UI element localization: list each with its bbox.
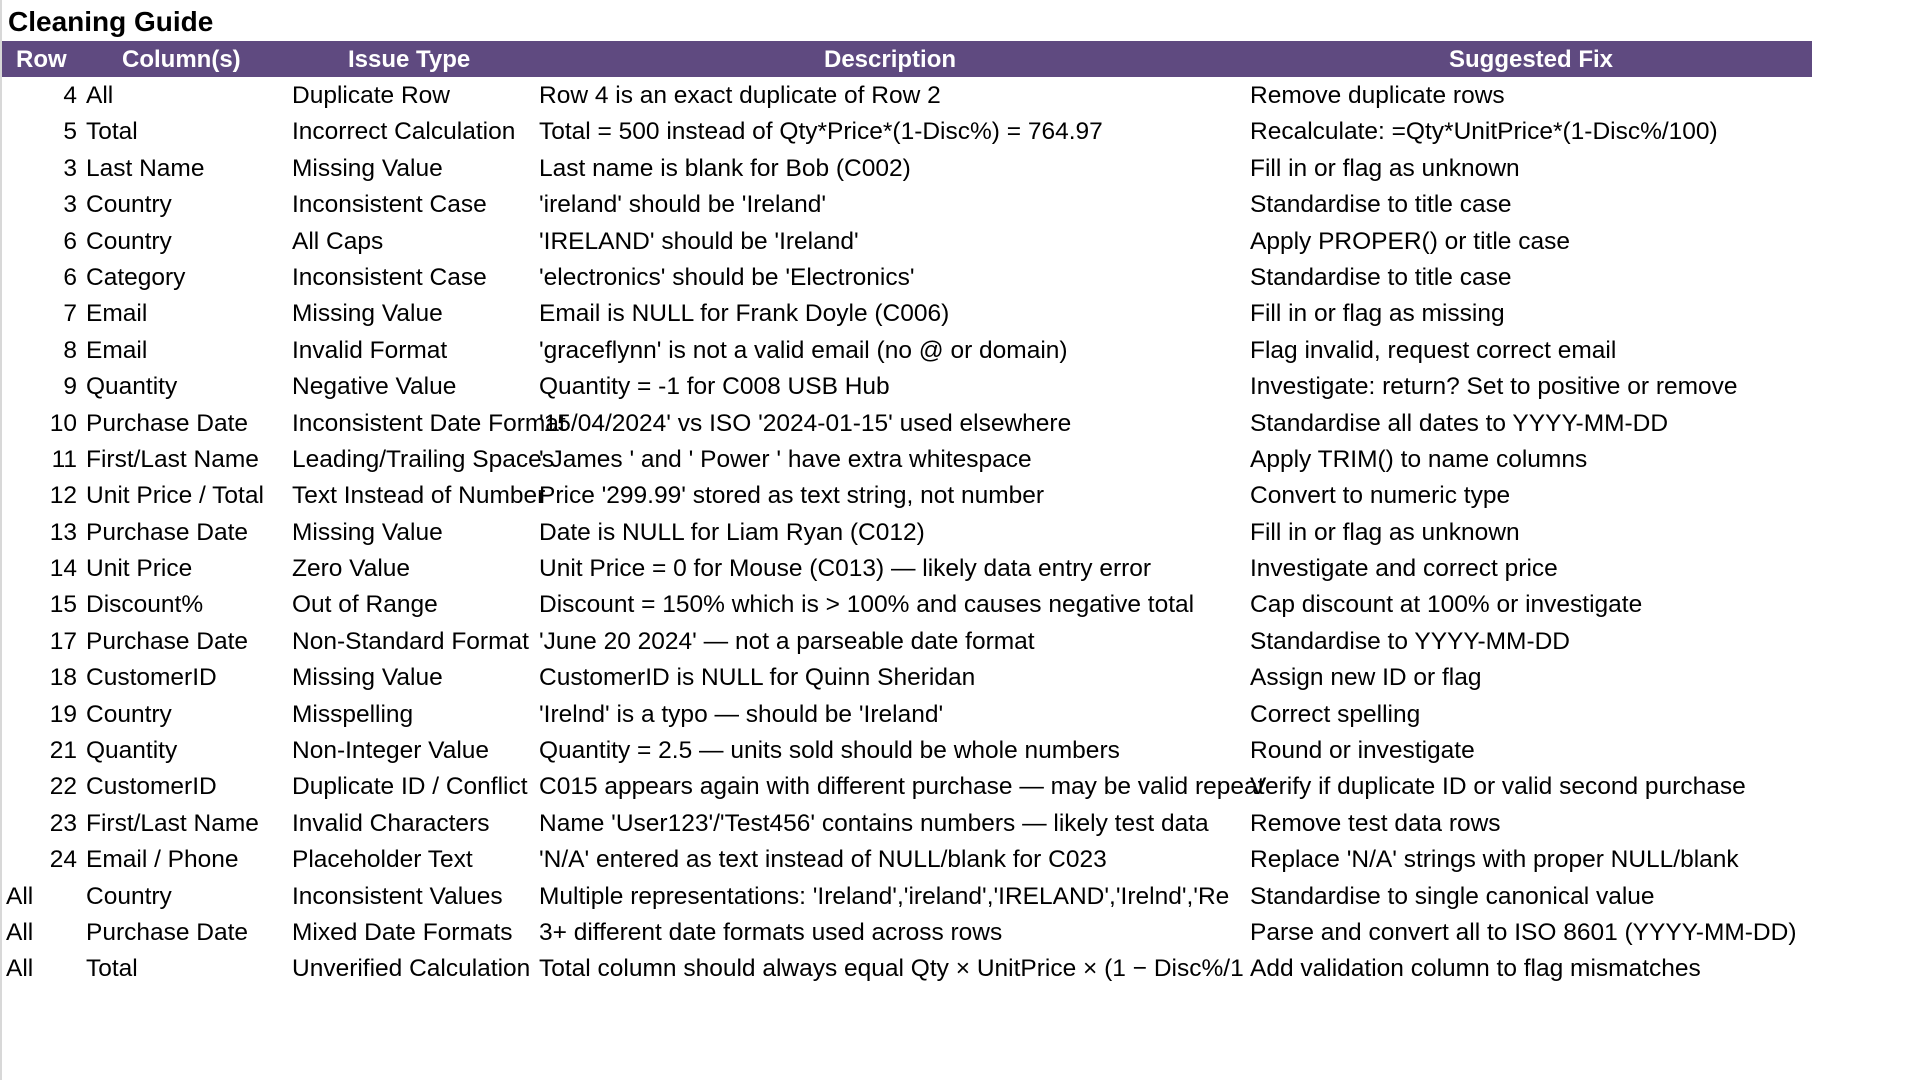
table-row xyxy=(0,478,1920,514)
cell-description[interactable]: ' James ' and ' Power ' have extra whitespace xyxy=(539,445,1032,473)
cell-columns[interactable]: Email xyxy=(86,336,148,364)
cell-suggested-fix[interactable]: Convert to numeric type xyxy=(1250,482,1511,510)
cell-suggested-fix[interactable]: Fill in or flag as unknown xyxy=(1250,154,1520,182)
cell-row-number[interactable]: 24 xyxy=(49,846,77,874)
header-issue-type[interactable]: Issue Type xyxy=(348,46,471,73)
cell-issue-type[interactable]: Missing Value xyxy=(292,154,443,182)
table-row xyxy=(0,769,1920,805)
sheet-title[interactable]: Cleaning Guide xyxy=(8,6,214,37)
cell-description[interactable]: Name 'User123'/'Test456' contains numbers — likely test data xyxy=(539,809,1209,837)
cell-row-number[interactable]: 5 xyxy=(63,118,77,146)
cell-columns[interactable]: Country xyxy=(86,882,172,910)
cell-suggested-fix[interactable]: Fill in or flag as missing xyxy=(1250,300,1505,328)
table-row xyxy=(0,806,1920,842)
header-columns[interactable]: Column(s) xyxy=(122,46,241,73)
cell-row-number[interactable]: All xyxy=(6,955,34,983)
cell-issue-type[interactable]: Text Instead of Number xyxy=(292,482,546,510)
cell-row-number[interactable]: 14 xyxy=(49,555,77,583)
table-row xyxy=(0,660,1920,696)
table-header-row xyxy=(2,41,1812,77)
cell-suggested-fix[interactable]: Recalculate: =Qty*UnitPrice*(1-Disc%/100) xyxy=(1250,118,1718,146)
cell-suggested-fix[interactable]: Standardise all dates to YYYY-MM-DD xyxy=(1250,409,1669,437)
cell-description[interactable]: Price '299.99' stored as text string, not number xyxy=(539,482,1045,510)
table-row xyxy=(0,551,1920,587)
table-row xyxy=(0,915,1920,951)
cell-row-number[interactable]: 15 xyxy=(49,591,77,619)
cell-issue-type[interactable]: All Caps xyxy=(292,227,384,255)
table-row xyxy=(0,697,1920,733)
cell-issue-type[interactable]: Negative Value xyxy=(292,373,457,401)
table-row xyxy=(0,406,1920,442)
cell-row-number[interactable]: 13 xyxy=(49,518,77,546)
cell-issue-type[interactable]: Inconsistent Case xyxy=(292,263,487,291)
cell-issue-type[interactable]: Non-Standard Format xyxy=(292,627,529,655)
cell-columns[interactable]: All xyxy=(86,82,114,109)
cell-description[interactable]: Date is NULL for Liam Ryan (C012) xyxy=(539,518,925,546)
cell-description[interactable]: 'N/A' entered as text instead of NULL/blank for C023 xyxy=(539,846,1107,874)
header-description[interactable]: Description xyxy=(824,46,957,73)
cell-suggested-fix[interactable]: Standardise to single canonical value xyxy=(1250,882,1655,910)
cell-columns[interactable]: CustomerID xyxy=(86,773,217,801)
cell-row-number[interactable]: 7 xyxy=(63,300,77,328)
cell-description[interactable]: 'ireland' should be 'Ireland' xyxy=(539,191,827,219)
cell-issue-type[interactable]: Missing Value xyxy=(292,518,443,546)
cell-columns[interactable]: Category xyxy=(86,263,186,291)
cell-issue-type[interactable]: Zero Value xyxy=(292,555,411,583)
header-suggested-fix[interactable]: Suggested Fix xyxy=(1449,46,1614,73)
cell-row-number[interactable]: 6 xyxy=(63,263,77,291)
cell-row-number[interactable]: 3 xyxy=(63,191,77,219)
cell-columns[interactable]: Quantity xyxy=(86,737,178,765)
cell-issue-type[interactable]: Inconsistent Date Format xyxy=(292,409,566,437)
cell-description[interactable]: Email is NULL for Frank Doyle (C006) xyxy=(539,300,950,328)
cell-issue-type[interactable]: Incorrect Calculation xyxy=(292,118,516,146)
cell-row-number[interactable]: 21 xyxy=(49,737,77,765)
cell-row-number[interactable]: 17 xyxy=(49,627,77,655)
cell-row-number[interactable]: 6 xyxy=(63,227,77,255)
cell-description[interactable]: 'June 20 2024' — not a parseable date format xyxy=(539,627,1035,655)
cell-suggested-fix[interactable]: Parse and convert all to ISO 8601 (YYYY-MM-DD) xyxy=(1250,918,1797,946)
table-row xyxy=(0,224,1920,260)
cell-description[interactable]: 'IRELAND' should be 'Ireland' xyxy=(539,227,859,255)
cell-row-number[interactable]: 23 xyxy=(49,809,77,837)
table-body xyxy=(0,78,1920,988)
cell-issue-type[interactable]: Missing Value xyxy=(292,664,443,692)
cell-suggested-fix[interactable]: Fill in or flag as unknown xyxy=(1250,518,1520,546)
cell-description[interactable]: Row 4 is an exact duplicate of Row 2 xyxy=(539,82,941,109)
cell-suggested-fix[interactable]: Remove duplicate rows xyxy=(1250,82,1505,109)
table-row xyxy=(0,296,1920,332)
cell-row-number[interactable]: 19 xyxy=(49,700,77,728)
table-row xyxy=(0,187,1920,223)
cell-columns[interactable]: First/Last Name xyxy=(86,809,259,837)
cell-columns[interactable]: Country xyxy=(86,227,172,255)
cell-issue-type[interactable]: Missing Value xyxy=(292,300,443,328)
table-row xyxy=(0,260,1920,296)
cell-suggested-fix[interactable]: Standardise to title case xyxy=(1250,191,1512,219)
cell-issue-type[interactable]: Non-Integer Value xyxy=(292,737,490,765)
table-row xyxy=(0,369,1920,405)
cell-columns[interactable]: Email xyxy=(86,300,148,328)
cell-row-number[interactable]: 4 xyxy=(63,82,77,109)
cell-issue-type[interactable]: Inconsistent Case xyxy=(292,191,487,219)
cell-row-number[interactable]: 10 xyxy=(49,409,77,437)
cell-row-number[interactable]: 22 xyxy=(49,773,77,801)
table-row xyxy=(0,733,1920,769)
cell-row-number[interactable]: 8 xyxy=(63,336,77,364)
cell-columns[interactable]: Last Name xyxy=(86,154,205,182)
cell-columns[interactable]: CustomerID xyxy=(86,664,217,692)
table-row xyxy=(0,515,1920,551)
cell-description[interactable]: CustomerID is NULL for Quinn Sheridan xyxy=(539,664,976,692)
cell-columns[interactable]: Unit Price / Total xyxy=(86,482,264,510)
cell-row-number[interactable]: 12 xyxy=(49,482,77,510)
cell-description[interactable]: '15/04/2024' vs ISO '2024-01-15' used elsewhere xyxy=(539,409,1072,437)
table-row xyxy=(0,151,1920,187)
cell-columns[interactable]: Total xyxy=(86,955,138,983)
table-row xyxy=(0,951,1920,987)
cell-suggested-fix[interactable]: Add validation column to flag mismatches xyxy=(1250,955,1701,983)
cell-description[interactable]: Discount = 150% which is > 100% and causes negative total xyxy=(539,591,1195,619)
cell-description[interactable]: Total = 500 instead of Qty*Price*(1-Disc%) = 764.97 xyxy=(539,118,1103,146)
cell-suggested-fix[interactable]: Round or investigate xyxy=(1250,737,1475,765)
table-row xyxy=(0,879,1920,915)
cell-issue-type[interactable]: Mixed Date Formats xyxy=(292,918,513,946)
table-row xyxy=(0,624,1920,660)
table-row xyxy=(0,114,1920,150)
cell-columns[interactable]: Purchase Date xyxy=(86,518,249,546)
cell-description[interactable]: Quantity = -1 for C008 USB Hub xyxy=(539,373,890,401)
cell-row-number[interactable]: All xyxy=(6,882,34,910)
cell-issue-type[interactable]: Leading/Trailing Spaces xyxy=(292,445,554,473)
cell-columns[interactable]: Total xyxy=(86,118,138,146)
cell-description[interactable]: C015 appears again with different purchase — may be valid repeat xyxy=(539,773,1265,801)
cell-description[interactable]: Quantity = 2.5 — units sold should be whole numbers xyxy=(539,737,1120,765)
cell-suggested-fix[interactable]: Investigate and correct price xyxy=(1250,555,1558,583)
cell-suggested-fix[interactable]: Remove test data rows xyxy=(1250,809,1501,837)
cell-description[interactable]: Multiple representations: 'Ireland','ireland','IRELAND','Irelnd','Re xyxy=(539,882,1230,910)
cell-suggested-fix[interactable]: Correct spelling xyxy=(1250,700,1421,728)
table-row xyxy=(0,587,1920,623)
cell-suggested-fix[interactable]: Apply TRIM() to name columns xyxy=(1250,445,1588,473)
cell-description[interactable]: 'Irelnd' is a typo — should be 'Ireland' xyxy=(539,700,944,728)
cell-description[interactable]: 'electronics' should be 'Electronics' xyxy=(539,263,915,291)
cell-row-number[interactable]: 18 xyxy=(49,664,77,692)
cell-issue-type[interactable]: Invalid Characters xyxy=(292,809,490,837)
cell-issue-type[interactable]: Duplicate ID / Conflict xyxy=(292,773,528,801)
table-row xyxy=(0,78,1920,114)
cell-columns[interactable]: Purchase Date xyxy=(86,627,249,655)
cell-description[interactable]: Unit Price = 0 for Mouse (C013) — likely data entry error xyxy=(539,555,1152,583)
cell-issue-type[interactable]: Invalid Format xyxy=(292,336,448,364)
cell-suggested-fix[interactable]: Cap discount at 100% or investigate xyxy=(1250,591,1643,619)
table-row xyxy=(0,842,1920,878)
cell-columns[interactable]: Discount% xyxy=(86,591,204,619)
cell-issue-type[interactable]: Out of Range xyxy=(292,591,438,619)
cell-columns[interactable]: Purchase Date xyxy=(86,409,249,437)
cell-columns[interactable]: Email / Phone xyxy=(86,846,239,874)
cell-description[interactable]: 'graceflynn' is not a valid email (no @ or domain) xyxy=(539,336,1068,364)
cell-row-number[interactable]: 9 xyxy=(63,373,77,401)
cell-description[interactable]: Total column should always equal Qty × UnitPrice × (1 − Disc%/1 xyxy=(539,955,1244,983)
cell-issue-type[interactable]: Placeholder Text xyxy=(292,846,473,874)
table-row xyxy=(0,442,1920,478)
cell-columns[interactable]: Purchase Date xyxy=(86,918,249,946)
cell-columns[interactable]: Country xyxy=(86,700,172,728)
cell-suggested-fix[interactable]: Flag invalid, request correct email xyxy=(1250,336,1617,364)
cell-suggested-fix[interactable]: Assign new ID or flag xyxy=(1250,664,1482,692)
cell-suggested-fix[interactable]: Standardise to title case xyxy=(1250,263,1512,291)
cell-suggested-fix[interactable]: Verify if duplicate ID or valid second purchase xyxy=(1250,773,1746,801)
cell-columns[interactable]: Country xyxy=(86,191,172,219)
cell-suggested-fix[interactable]: Apply PROPER() or title case xyxy=(1250,227,1570,255)
cell-columns[interactable]: Quantity xyxy=(86,373,178,401)
cell-row-number[interactable]: 3 xyxy=(63,154,77,182)
cell-issue-type[interactable]: Unverified Calculation xyxy=(292,955,531,983)
header-row-number[interactable]: Row xyxy=(16,46,67,73)
cell-issue-type[interactable]: Inconsistent Values xyxy=(292,882,503,910)
cell-description[interactable]: 3+ different date formats used across rows xyxy=(539,918,1003,946)
cell-suggested-fix[interactable]: Replace 'N/A' strings with proper NULL/blank xyxy=(1250,846,1739,874)
cell-suggested-fix[interactable]: Investigate: return? Set to positive or remove xyxy=(1250,373,1738,401)
cell-issue-type[interactable]: Misspelling xyxy=(292,700,414,728)
cell-row-number[interactable]: All xyxy=(6,918,34,946)
cell-suggested-fix[interactable]: Standardise to YYYY-MM-DD xyxy=(1250,627,1570,655)
table-row xyxy=(0,333,1920,369)
cell-row-number[interactable]: 11 xyxy=(51,445,77,473)
cell-issue-type[interactable]: Duplicate Row xyxy=(292,82,450,109)
cell-columns[interactable]: First/Last Name xyxy=(86,445,259,473)
cell-columns[interactable]: Unit Price xyxy=(86,555,193,583)
cell-description[interactable]: Last name is blank for Bob (C002) xyxy=(539,154,911,182)
